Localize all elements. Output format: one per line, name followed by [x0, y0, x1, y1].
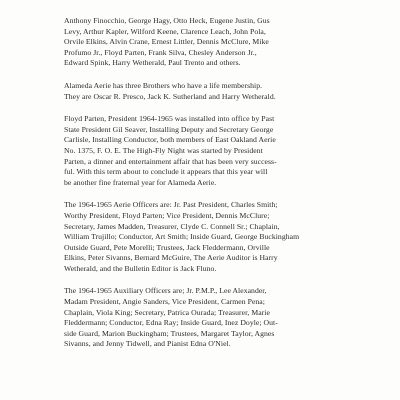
text-line: Floyd Parten, President 1964-1965 was installed into office by Past: [64, 114, 275, 124]
text-line: William Trujillo; Conductor, Art Smith; Inside Guard, George Buckingham: [64, 232, 300, 242]
text-line: Anthony Finocchio, George Hagy, Otto Heck, Eugene Justin, Gus: [64, 16, 270, 25]
text-line: Worthy President, Floyd Parten; Vice President, Dennis McClure;: [64, 210, 270, 220]
text-line: Alameda Aerie has three Brothers who have a life membership.: [64, 80, 263, 90]
text-line: side Guard, Marion Buckingham; Trustees, Margaret Taylor, Agnes: [64, 328, 275, 338]
text-line: Carlisle, Installing Conductor, both members of East Oakland Aerie: [64, 135, 276, 145]
text-column: [64, 10, 400, 350]
installation-paragraph: [64, 114, 400, 188]
text-line: Outside Guard, Pete Morelli; Trustees, Jack Fleddermann, Orville: [64, 242, 270, 252]
text-line: Edward Spink, Harry Wetherald, Paul Trento and others.: [64, 58, 241, 68]
text-line: The 1964-1965 Auxiliary Officers are; Jr. P.M.P., Lee Alexander,: [64, 286, 267, 296]
text-line: Fleddermann; Conductor, Edna Ray; Inside Guard, Inez Doyle; Out-: [64, 318, 278, 328]
text-line: Madam President, Angie Sanders, Vice President, Carmen Pena;: [64, 297, 265, 307]
text-line: Chaplain, Viola King; Secretary, Patrica Ourada; Treasurer, Marie: [64, 307, 270, 317]
text-line: Elkins, Peter Sivanns, Bernard McGuire, The Aerie Auditor is Harry: [64, 253, 278, 263]
text-line: State President Gil Seaver, Installing Deputy and Secretary George: [64, 124, 274, 134]
text-line: The 1964-1965 Aerie Officers are: Jr. Past President, Charles Smith;: [64, 200, 278, 210]
text-line: ful. With this term about to conclude it appears that this year will: [64, 167, 268, 177]
text-line: Wetherald, and the Bulletin Editor is Jack Fluno.: [64, 263, 217, 273]
text-line: Secretary, James Madden, Treasurer, Clyde C. Connell Sr.; Chaplain,: [64, 221, 280, 231]
aerie-officers-paragraph: [64, 200, 400, 274]
text-line: Profumo Jr., Floyd Parten, Frank Silva, Chesley Anderson Jr.,: [64, 47, 257, 57]
text-line: Levy, Arthur Kapler, Wilford Keene, Clarence Leach, John Pola,: [64, 26, 266, 36]
text-line: No. 1375, F. O. E. The High-Fly Night was started by President: [64, 145, 263, 155]
text-line: Parten, a dinner and entertainment affair that has been very success-: [64, 156, 277, 166]
auxiliary-officers-paragraph: [64, 286, 400, 350]
members-paragraph: [64, 16, 400, 69]
text-line: Sivanns, and Jenny Tidwell, and Pianist Edna O'Niel.: [64, 339, 231, 349]
text-line: be another fine fraternal year for Alameda Aerie.: [64, 177, 217, 187]
text-line: Orvile Elkins, Alvin Crane, Ernest Littler, Dennis McClure, Mike: [64, 37, 269, 47]
text-line: They are Oscar R. Presco, Jack K. Sutherland and Harry Wetherald.: [64, 91, 276, 101]
life-members-paragraph: [64, 81, 400, 102]
